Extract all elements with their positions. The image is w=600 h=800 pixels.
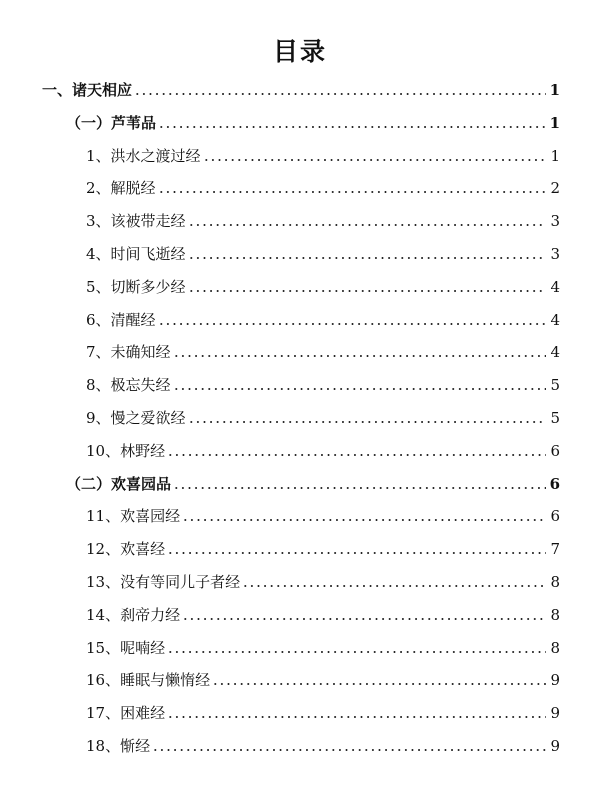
toc-entry-sutta[interactable]: [86, 634, 560, 658]
toc-entry-sutta[interactable]: [86, 174, 560, 198]
toc-entry-sutta[interactable]: [86, 404, 560, 428]
toc-entry-label: 7、未确知经: [86, 343, 171, 362]
toc-entry-label: 12、欢喜经: [86, 540, 166, 559]
toc-page-number: 4: [550, 343, 560, 362]
toc-row: [0, 371, 600, 395]
toc-page-number: 5: [550, 376, 560, 395]
toc-entry-sutta[interactable]: [86, 338, 560, 362]
toc-entry-label: 17、困难经: [86, 704, 166, 723]
dot-leader: [182, 519, 546, 521]
toc-row: [0, 404, 600, 428]
toc-row: [0, 666, 600, 690]
toc-entry-label: 9、慢之爱欲经: [86, 409, 186, 427]
page-title: 目录: [272, 37, 327, 66]
toc-entry-label: 6、清醒经: [86, 310, 156, 329]
toc-entry-label: 4、时间飞逝经: [86, 245, 186, 263]
toc-page-number: 8: [550, 573, 560, 591]
toc-row: [0, 240, 600, 264]
dot-leader: [167, 716, 546, 718]
toc-row: [0, 207, 600, 231]
toc-row: [0, 502, 600, 526]
toc-page-number: 4: [550, 310, 560, 329]
toc-entry-label: 8、极忘失经: [86, 376, 171, 395]
toc-entry-sutta[interactable]: [86, 568, 560, 592]
toc-entry-label: 13、没有等同儿子者经: [86, 573, 241, 591]
toc-page-number: 8: [550, 638, 560, 657]
toc-entry-sutta[interactable]: [86, 502, 560, 526]
dot-leader: [167, 552, 546, 554]
toc-entry-sutta[interactable]: [86, 306, 560, 330]
toc-page-number: 6: [550, 441, 560, 460]
toc-entry-label: 11、欢喜园经: [86, 507, 181, 526]
toc-page-number: 1: [549, 113, 560, 132]
toc-entry-label: 3、该被带走经: [86, 212, 186, 231]
dot-leader: [203, 159, 546, 161]
toc-row: [0, 470, 600, 494]
toc-entry-sutta[interactable]: [86, 535, 560, 559]
toc-page-number: 6: [550, 507, 560, 526]
dot-leader: [212, 683, 546, 685]
toc-entry-sutta[interactable]: [86, 207, 560, 231]
toc-row: [0, 732, 600, 756]
dot-leader: [188, 421, 546, 423]
toc-entry-sutta[interactable]: [86, 273, 560, 297]
toc-row: [0, 142, 600, 166]
toc-row: [0, 568, 600, 592]
toc-entry-label: 16、睡眠与懒惰经: [86, 671, 211, 690]
toc-entry-label: （一）芦苇品: [66, 113, 157, 132]
dot-leader: [158, 191, 546, 193]
toc-row: [0, 437, 600, 461]
dot-leader: [188, 257, 546, 259]
toc-page-number: 9: [550, 671, 560, 690]
dot-leader: [173, 355, 546, 357]
toc-entry-label: 5、切断多少经: [86, 277, 186, 296]
toc-row: [0, 109, 600, 133]
toc-entry-sutta[interactable]: [86, 371, 560, 395]
toc-page-number: 1: [550, 146, 560, 165]
toc-page-number: 7: [550, 540, 560, 559]
toc-page-number: 3: [550, 212, 560, 231]
toc-entry-sutta[interactable]: [86, 437, 560, 461]
dot-leader: [173, 487, 546, 489]
toc-row: [0, 306, 600, 330]
dot-leader: [182, 618, 546, 620]
toc-entry-section[interactable]: [42, 76, 560, 100]
toc-entry-label: 18、惭经: [86, 737, 151, 755]
toc-entry-label: 2、解脱经: [86, 179, 156, 198]
dot-leader: [158, 323, 546, 325]
toc-row: [0, 273, 600, 297]
toc-page-number: 9: [550, 737, 560, 755]
dot-leader: [173, 388, 546, 390]
toc-entry-label: （二）欢喜园品: [66, 474, 172, 493]
toc-row: [0, 699, 600, 723]
toc-row: [0, 535, 600, 559]
toc-entry-label: 1、洪水之渡过经: [86, 146, 201, 165]
dot-leader: [152, 749, 546, 751]
toc-row: [0, 338, 600, 362]
toc-entry-sutta[interactable]: [86, 699, 560, 723]
dot-leader: [188, 290, 546, 292]
toc-row: [0, 174, 600, 198]
dot-leader: [167, 454, 546, 456]
toc-row: [0, 634, 600, 658]
toc-page-number: 6: [549, 474, 560, 493]
dot-leader: [134, 93, 546, 95]
toc-entry-sutta[interactable]: [86, 601, 560, 625]
toc-page-number: 5: [550, 409, 560, 427]
toc-page-number: 8: [550, 605, 560, 624]
toc-page-number: 3: [550, 245, 560, 263]
toc-entry-sutta[interactable]: [86, 732, 560, 756]
toc-entry-label: 14、刹帝力经: [86, 605, 181, 624]
toc-entry-label: 15、呢喃经: [86, 638, 166, 657]
toc-entry-sutta[interactable]: [86, 240, 560, 264]
toc-entry-chapter[interactable]: [66, 109, 560, 133]
toc-row: [0, 601, 600, 625]
dot-leader: [167, 651, 546, 653]
toc-row: [0, 76, 600, 100]
toc-entry-sutta[interactable]: [86, 666, 560, 690]
dot-leader: [158, 126, 546, 128]
toc-entry-label: 10、林野经: [86, 441, 166, 460]
dot-leader: [188, 224, 546, 226]
toc-page-number: 9: [550, 704, 560, 723]
toc-page-number: 2: [550, 179, 560, 198]
toc-entry-sutta[interactable]: [86, 142, 560, 166]
toc-page-number: 4: [550, 277, 560, 296]
toc-entry-label: 一、诸天相应: [42, 81, 133, 99]
dot-leader: [242, 585, 546, 587]
toc-entry-chapter[interactable]: [66, 470, 560, 494]
toc-page-number: 1: [549, 81, 560, 99]
